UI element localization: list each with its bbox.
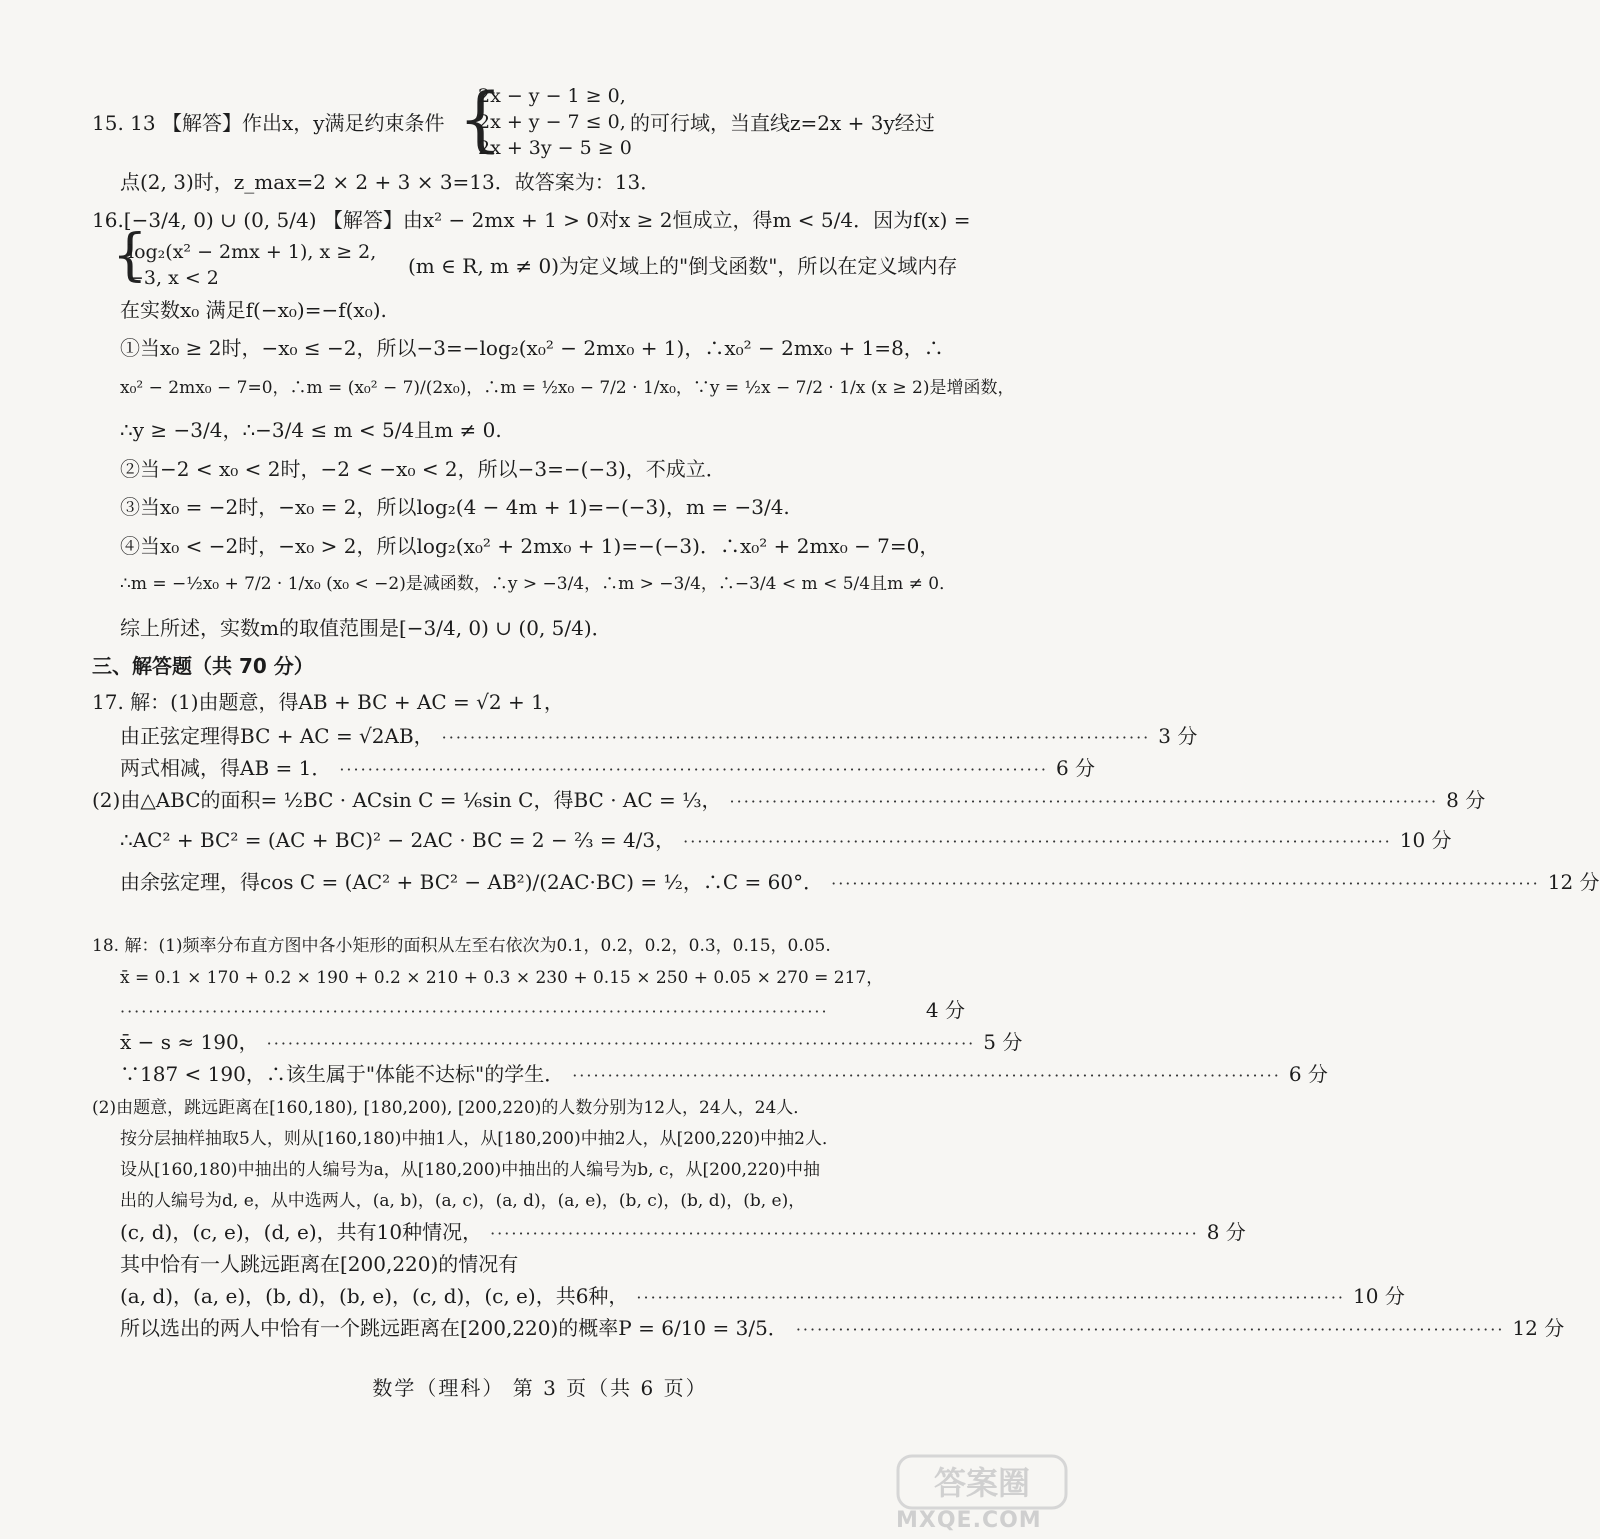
q18-step-4 [120, 1218, 1246, 1248]
score-label: 6 分 [1288, 1062, 1328, 1086]
q15-system-eq3: 2x + 3y − 5 ≥ 0 [478, 137, 632, 159]
score-label: 10 分 [1353, 1284, 1405, 1308]
q16-line1: 16.[−3/4, 0) ∪ (0, 5/4) 【解答】由x² − 2mx + 1 > 0对x ≥ 2恒成立，得m < 5/4．因为f(x) = [92, 208, 971, 232]
dot-leader: ···································································································· [266, 1034, 976, 1053]
q16-case-1b: x₀² − 2mx₀ − 7=0，∴m = (x₀² − 7)/(2x₀)，∴m = ½x₀ − 7/2 · 1/x₀，∵y = ½x − 7/2 · 1/x (x ≥ 2)是增函数， [120, 378, 1015, 398]
dot-leader: ···································································································· [636, 1288, 1346, 1307]
dot-leader: ···································································································· [120, 1002, 829, 1021]
dot-leader: ···································································································· [490, 1224, 1199, 1243]
dot-leader: ···································································································· [683, 832, 1392, 851]
q17-step-text: 两式相减，得AB = 1． [120, 756, 332, 780]
score-label: 12 分 [1547, 870, 1600, 894]
q17-step-text: ∴AC² + BC² = (AC + BC)² − 2AC · BC = 2 − ⅔ = 4/3， [120, 828, 676, 852]
q16-case-1c: ∴y ≥ −3/4，∴−3/4 ≤ m < 5/4且m ≠ 0. [120, 418, 502, 442]
q16-case-4b: ∴m = −½x₀ + 7/2 · 1/x₀ (x₀ < −2)是减函数，∴y > −3/4，∴m > −3/4，∴−3/4 < m < 5/4且m ≠ 0． [120, 574, 957, 594]
q17-step-text: 由正弦定理得BC + AC = √2AB， [120, 724, 434, 748]
q16-case-2: ②当−2 < x₀ < 2时，−2 < −x₀ < 2，所以−3=−(−3)，不成立． [120, 457, 726, 481]
dot-leader: ···································································································· [572, 1066, 1281, 1085]
watermark-logo-text: 答案圈 [933, 1464, 1031, 1502]
q15-tail: 的可行域，当直线z=2x + 3y经过 [630, 111, 935, 135]
q16-conclusion: 综上所述，实数m的取值范围是[−3/4, 0) ∪ (0, 5/4)． [120, 616, 612, 640]
score-label: 6 分 [1055, 756, 1096, 780]
q16-case2: −3, x < 2 [128, 267, 219, 289]
score-label: 10 分 [1399, 828, 1452, 852]
dot-leader: ···································································································· [729, 792, 1439, 811]
q18-part2-line2: 按分层抽样抽取5人，则从[160,180)中抽1人，从[180,200)中抽2人，从[200,220)中抽2人． [120, 1129, 839, 1149]
q15-line2: 点(2, 3)时，z_max=2 × 2 + 3 × 3=13．故答案为：13． [120, 170, 661, 194]
q16-line3: 在实数x₀ 满足f(−x₀)=−f(x₀). [120, 298, 387, 322]
q17-step-text: (2)由△ABC的面积= ½BC · ACsin C = ⅙sin C，得BC · AC = ⅓， [92, 788, 722, 812]
q17-step-1 [120, 722, 1198, 752]
q17-line1: 17. 解：(1)由题意，得AB + BC + AC = √2 + 1， [92, 690, 564, 714]
page-footer: 数学（理科） 第 3 页（共 6 页） [372, 1376, 708, 1400]
score-label: 3 分 [1158, 724, 1198, 748]
dot-leader: ···································································································· [831, 874, 1540, 893]
dot-leader: ···································································································· [339, 760, 1048, 779]
q16-case-3: ③当x₀ = −2时，−x₀ = 2，所以log₂(4 − 4m + 1)=−(−3)，m = −3/4. [120, 495, 790, 519]
q18-part2-line4: 出的人编号为d, e，从中选两人，(a, b)，(a, c)，(a, d)，(a, e)，(b, c)，(b, d)，(b, e)， [120, 1191, 806, 1211]
q15-system-eq2: 2x + y − 7 ≤ 0, [478, 111, 626, 133]
q15-lead: 15. 13 【解答】作出x，y满足约束条件 [92, 111, 445, 135]
q18-step-3 [120, 1060, 1328, 1090]
q18-step-text: (a, d)，(a, e)，(b, d)，(b, e)，(c, d)，(c, e)，共6种， [120, 1284, 629, 1308]
q17-step-4 [120, 826, 1452, 856]
dot-leader: ···································································································· [441, 728, 1151, 747]
q18-step-text: 所以选出的两人中恰有一个跳远距离在[200,220)的概率P = 6/10 = 3/5． [120, 1316, 788, 1340]
q15-system-eq1: 2x − y − 1 ≥ 0, [478, 85, 626, 107]
q18-line1: 18. 解：(1)频率分布直方图中各小矩形的面积从左至右依次为0.1，0.2，0.2，0.3，0.15，0.05. [92, 936, 831, 956]
q16-line2-tail: (m ∈ R, m ≠ 0)为定义域上的"倒戈函数"，所以在定义域内存 [408, 254, 958, 278]
score-label: 5 分 [983, 1030, 1023, 1054]
q18-step-text: x̄ − s ≈ 190， [120, 1030, 259, 1054]
dot-leader: ···································································································· [795, 1320, 1505, 1339]
score-label: 12 分 [1512, 1316, 1565, 1340]
watermark-site: MXQE.COM [896, 1508, 1042, 1533]
q16-case-1a: ①当x₀ ≥ 2时，−x₀ ≤ −2，所以−3=−log₂(x₀² − 2mx₀ + 1)，∴x₀² − 2mx₀ + 1=8，∴ [120, 336, 944, 360]
score-label: 8 分 [1446, 788, 1486, 812]
q16-brace: { [112, 223, 148, 288]
q17-step-5 [120, 868, 1600, 898]
score-label: 4 分 [925, 998, 965, 1022]
score-label: 8 分 [1206, 1220, 1246, 1244]
q18-mean: x̄ = 0.1 × 170 + 0.2 × 190 + 0.2 × 210 + 0.3 × 230 + 0.15 × 250 + 0.05 × 270 = 217， [120, 968, 884, 988]
q16-case-4a: ④当x₀ < −2时，−x₀ > 2，所以log₂(x₀² + 2mx₀ + 1)=−(−3)．∴x₀² + 2mx₀ − 7=0， [120, 534, 940, 558]
q18-step-text: ∵187 < 190，∴该生属于"体能不达标"的学生． [120, 1062, 565, 1086]
q17-step-2 [120, 754, 1096, 784]
q18-step-1 [120, 996, 965, 1026]
q16-case1: log₂(x² − 2mx + 1), x ≥ 2, [128, 241, 377, 263]
q15-brace: { [458, 78, 503, 160]
q18-part2-line3: 设从[160,180)中抽出的人编号为a，从[180,200)中抽出的人编号为b, c，从[200,220)中抽 [120, 1160, 821, 1180]
q18-part2-line1: (2)由题意，跳远距离在[160,180), [180,200), [200,220)的人数分别为12人，24人，24人． [92, 1098, 811, 1118]
q18-step-6 [120, 1314, 1565, 1344]
q18-part2-line6: 其中恰有一人跳远距离在[200,220)的情况有 [120, 1252, 519, 1276]
q18-step-5 [120, 1282, 1405, 1312]
q18-step-text: (c, d)，(c, e)，(d, e)，共有10种情况， [120, 1220, 483, 1244]
q18-step-2 [120, 1028, 1023, 1058]
q17-step-text: 由余弦定理，得cos C = (AC² + BC² − AB²)/(2AC·BC) = ½，∴C = 60°． [120, 870, 824, 894]
section-heading: 三、解答题（共 70 分） [92, 654, 314, 678]
q17-step-3 [92, 786, 1486, 816]
